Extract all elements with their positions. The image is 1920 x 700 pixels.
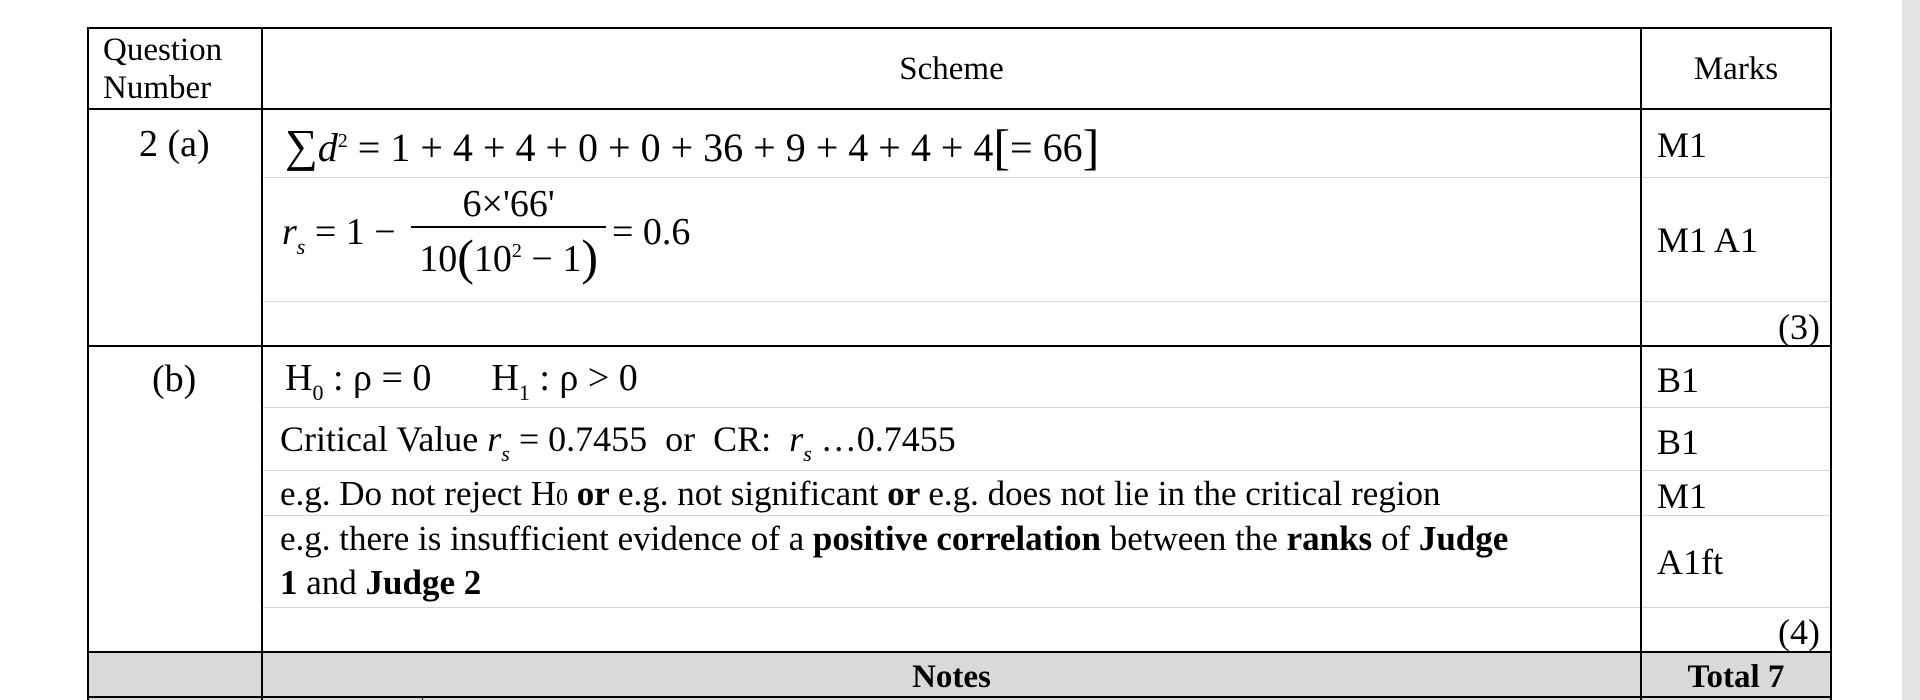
rule-right xyxy=(1830,27,1832,700)
rule-b-2 xyxy=(262,470,1832,471)
bracket-open: [ xyxy=(993,119,1011,175)
rule-a-end xyxy=(87,345,1832,347)
reject-text: e.g. Do not reject H xyxy=(280,474,557,513)
ctx-ranks: ranks xyxy=(1286,519,1373,558)
den-paren-open: ( xyxy=(457,228,474,285)
sum-result: = 66 xyxy=(1010,125,1083,170)
ctx-judge: Judge xyxy=(1418,519,1509,558)
header-question-number xyxy=(103,31,222,107)
bracket-close: ] xyxy=(1082,119,1100,175)
h1-H: H xyxy=(491,357,519,399)
rs-formula xyxy=(282,177,690,292)
h0-rest: : ρ = 0 xyxy=(323,357,432,399)
h1-rest: : ρ > 0 xyxy=(529,357,638,399)
cv-prefix: Critical Value xyxy=(280,419,488,459)
rule-top xyxy=(87,27,1832,29)
conclusion-context xyxy=(280,517,1508,605)
conclusion-reject xyxy=(280,473,1441,519)
d-variable: d xyxy=(317,125,338,170)
part-b-label: (b) xyxy=(152,358,197,400)
sum-d-squared-formula xyxy=(285,119,1099,180)
critical-region-text: e.g. does not lie in the critical region xyxy=(928,474,1441,513)
mark-a-1: M1 xyxy=(1657,125,1708,165)
total-marks: Total 7 xyxy=(1687,659,1785,695)
part-a-label: 2 (a) xyxy=(139,123,210,165)
ctx-t1: e.g. there is insufficient evidence of a xyxy=(280,519,813,558)
mark-a-2: M1 A1 xyxy=(1657,220,1759,260)
fraction-numerator: 6×'66' xyxy=(462,182,555,225)
rule-a-2 xyxy=(262,301,1832,302)
cv-r2: r xyxy=(789,419,804,459)
rs-result: = 0.6 xyxy=(611,211,691,253)
den-paren-close: ) xyxy=(581,228,598,285)
context-line-1 xyxy=(280,517,1508,561)
rs-fraction xyxy=(411,182,606,289)
cv-or-cr: or CR: xyxy=(647,419,790,459)
reject-h0-sub: 0 xyxy=(556,485,569,511)
mark-b-3: M1 xyxy=(1657,476,1708,516)
rule-b-end xyxy=(87,651,1832,653)
or-2: or xyxy=(878,474,929,513)
header-scheme: Scheme xyxy=(899,51,1004,87)
page-edge xyxy=(1902,0,1920,700)
cv-value: = 0.7455 xyxy=(509,419,648,459)
rs-s: s xyxy=(296,234,306,259)
ctx-and: and xyxy=(297,563,366,602)
mark-scheme-table xyxy=(87,27,1832,700)
ctx-judge-2: Judge 2 xyxy=(365,563,482,602)
d-exponent: 2 xyxy=(337,130,348,152)
den-prefix: 10 xyxy=(419,237,458,280)
ctx-t2: between the xyxy=(1100,519,1287,558)
not-significant-text: e.g. not significant xyxy=(617,474,879,513)
sum-expression: = 1 + 4 + 4 + 0 + 0 + 36 + 9 + 4 + 4 + 4 xyxy=(347,125,994,170)
context-line-2 xyxy=(280,561,1508,605)
critical-value xyxy=(280,417,956,466)
den-minus-one: − 1 xyxy=(521,237,582,280)
cv-s: s xyxy=(501,441,510,466)
den-base: 10 xyxy=(473,237,512,280)
hypotheses xyxy=(285,355,638,406)
fraction-denominator xyxy=(411,226,606,289)
mark-b-1: B1 xyxy=(1657,360,1700,400)
mark-b-2: B1 xyxy=(1657,422,1700,462)
h0-sub: 0 xyxy=(312,380,324,405)
mark-b-4: A1ft xyxy=(1657,542,1723,582)
rule-b-4 xyxy=(262,607,1832,608)
ctx-t3: of xyxy=(1372,519,1419,558)
notes-label: Notes xyxy=(912,659,991,695)
one-minus: = 1 − xyxy=(305,211,406,253)
rule-header-bottom xyxy=(87,108,1832,110)
rule-left xyxy=(87,27,89,700)
or-1: or xyxy=(568,474,618,513)
part-b-total: (4) xyxy=(1778,612,1820,652)
den-exponent: 2 xyxy=(511,239,522,262)
ctx-one: 1 xyxy=(280,563,298,602)
cv-r: r xyxy=(487,419,502,459)
h1-sub: 1 xyxy=(518,380,530,405)
header-question-line2: Number xyxy=(103,70,212,106)
rule-b-1 xyxy=(262,407,1832,408)
header-question-line1: Question xyxy=(103,32,223,68)
cv-s2: s xyxy=(803,441,812,466)
ctx-positive-correlation: positive correlation xyxy=(812,519,1101,558)
part-a-total: (3) xyxy=(1778,307,1820,347)
sigma-symbol: ∑ xyxy=(285,120,318,171)
rs-r: r xyxy=(282,211,297,253)
header-marks: Marks xyxy=(1693,51,1779,87)
rule-col1 xyxy=(261,27,263,700)
h0-H: H xyxy=(285,357,313,399)
cv-value2: …0.7455 xyxy=(811,419,956,459)
rule-col2 xyxy=(1640,27,1642,700)
